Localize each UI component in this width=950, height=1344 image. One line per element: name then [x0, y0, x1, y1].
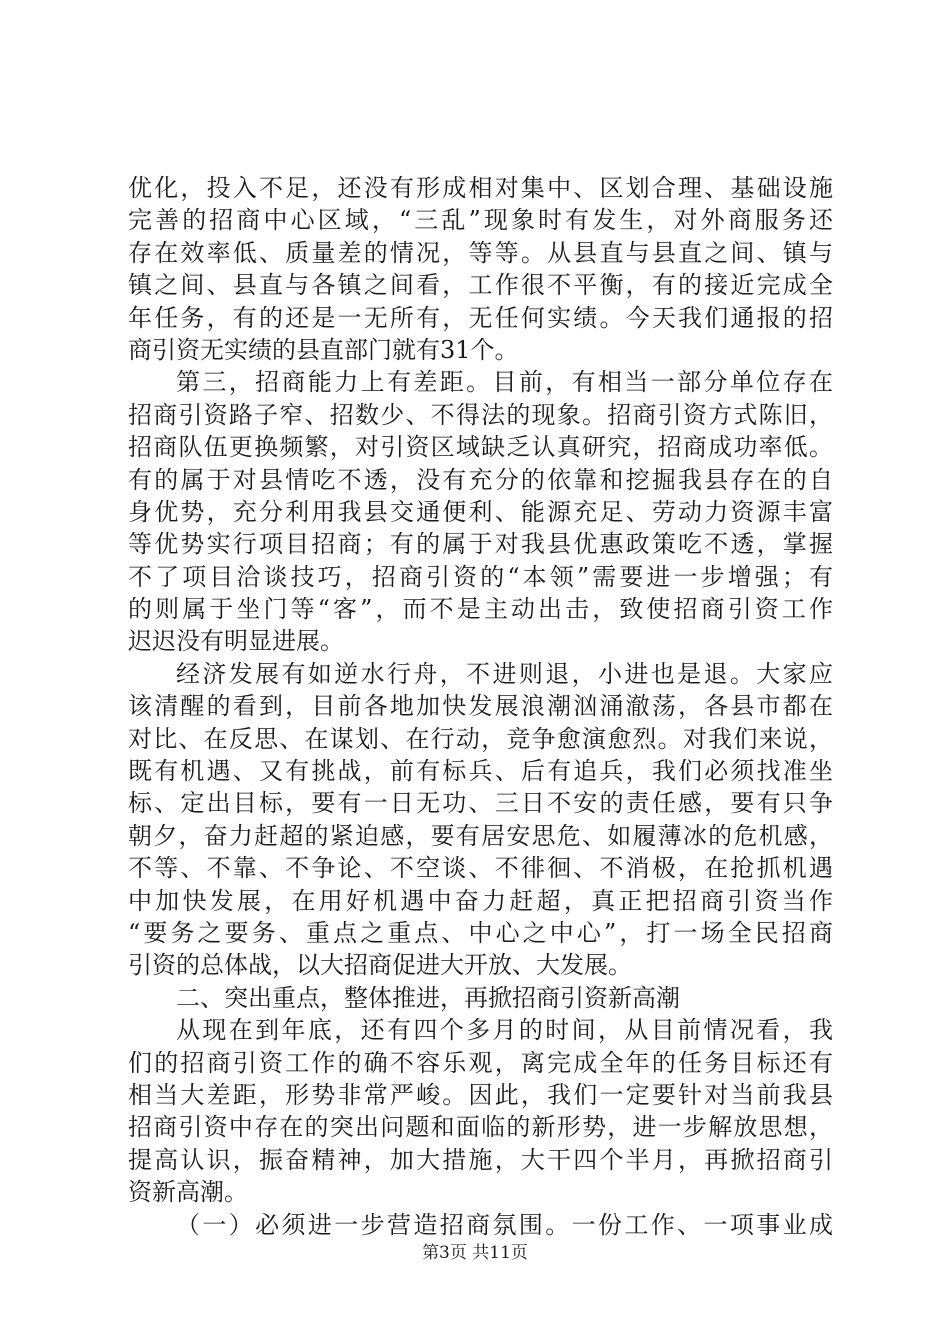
text-line: 相当大差距，形势非常严峻。因此，我们一定要针对当前我县 — [128, 1080, 833, 1109]
text-line: 经济发展有如逆水行舟，不进则退，小进也是退。大家应 — [176, 659, 833, 688]
text-line: 等优势实行项目招商；有的属于对我县优惠政策吃不透，掌握 — [128, 530, 833, 559]
text-line: 镇之间、县直与各镇之间看，工作很不平衡，有的接近完成全 — [128, 271, 833, 300]
text-line: 提高认识，振奋精神，加大措施，大干四个半月，再掀招商引 — [128, 1145, 833, 1174]
text-line: 存在效率低、质量差的情况，等等。从县直与县直之间、镇与 — [128, 238, 833, 267]
text-line: 该清醒的看到，目前各地加快发展浪潮汹涌澈荡，各县市都在 — [128, 692, 833, 721]
text-line: 们的招商引资工作的确不容乐观，离完成全年的任务目标还有 — [128, 1048, 833, 1077]
text-line: 从现在到年底，还有四个多月的时间，从目前情况看，我 — [176, 1016, 833, 1045]
text-line: 的则属于坐门等“客”，而不是主动出击，致使招商引资工作 — [128, 595, 833, 624]
text-line: 招商引资路子窄、招数少、不得法的现象。招商引资方式陈旧， — [128, 400, 833, 429]
text-line: 二、突出重点，整体推进，再掀招商引资新高潮 — [176, 983, 680, 1012]
text-line: 完善的招商中心区域，“三乱”现象时有发生，对外商服务还 — [128, 206, 833, 235]
text-line: 朝夕，奋力赶超的紧迫感，要有居安思危、如履薄冰的危机感， — [128, 821, 833, 850]
text-line: 招商队伍更换频繁，对引资区域缺乏认真研究，招商成功率低。 — [128, 433, 833, 462]
text-line: 第三，招商能力上有差距。目前，有相当一部分单位存在 — [176, 368, 833, 397]
text-line: 有的属于对县情吃不透，没有充分的依靠和挖掘我县存在的自 — [128, 465, 833, 494]
text-line: 不了项目洽谈技巧，招商引资的“本领”需要进一步增强；有 — [128, 562, 833, 591]
text-line: 资新高潮。 — [128, 1178, 248, 1207]
text-line: 身优势，充分利用我县交通便利、能源充足、劳动力资源丰富 — [128, 497, 833, 526]
text-line: 既有机遇、又有挑战，前有标兵、后有追兵，我们必须找准坐 — [128, 757, 833, 786]
text-line: “要务之要务、重点之重点、中心之中心”，打一场全民招商 — [128, 918, 833, 947]
text-line: 优化，投入不足，还没有形成相对集中、区划合理、基础设施 — [128, 174, 833, 202]
text-line: 中加快发展，在用好机遇中奋力赶超，真正把招商引资当作 — [128, 886, 833, 915]
text-line: 招商引资中存在的突出问题和面临的新形势，进一步解放思想， — [128, 1113, 833, 1142]
text-line: 年任务，有的还是一无所有，无任何实绩。今天我们通报的招 — [128, 303, 833, 332]
text-line: 标、定出目标，要有一日无功、三日不安的责任感，要有只争 — [128, 789, 833, 818]
text-line: 对比、在反思、在谋划、在行动，竞争愈演愈烈。对我们来说， — [128, 724, 833, 753]
text-line: 不等、不靠、不争论、不空谈、不徘徊、不消极，在抢抓机遇 — [128, 854, 833, 883]
text-line: 引资的总体战，以大招商促进大开放、大发展。 — [128, 951, 632, 980]
text-line: 迟迟没有明显进展。 — [128, 627, 344, 656]
page-footer: 第3页 共11页 — [422, 1243, 528, 1263]
text-line: （一）必须进一步营造招商氛围。一份工作、一项事业成 — [176, 1210, 833, 1239]
body-text — [128, 172, 833, 1241]
text-line: 商引资无实绩的县直部门就有31个。 — [128, 335, 519, 364]
